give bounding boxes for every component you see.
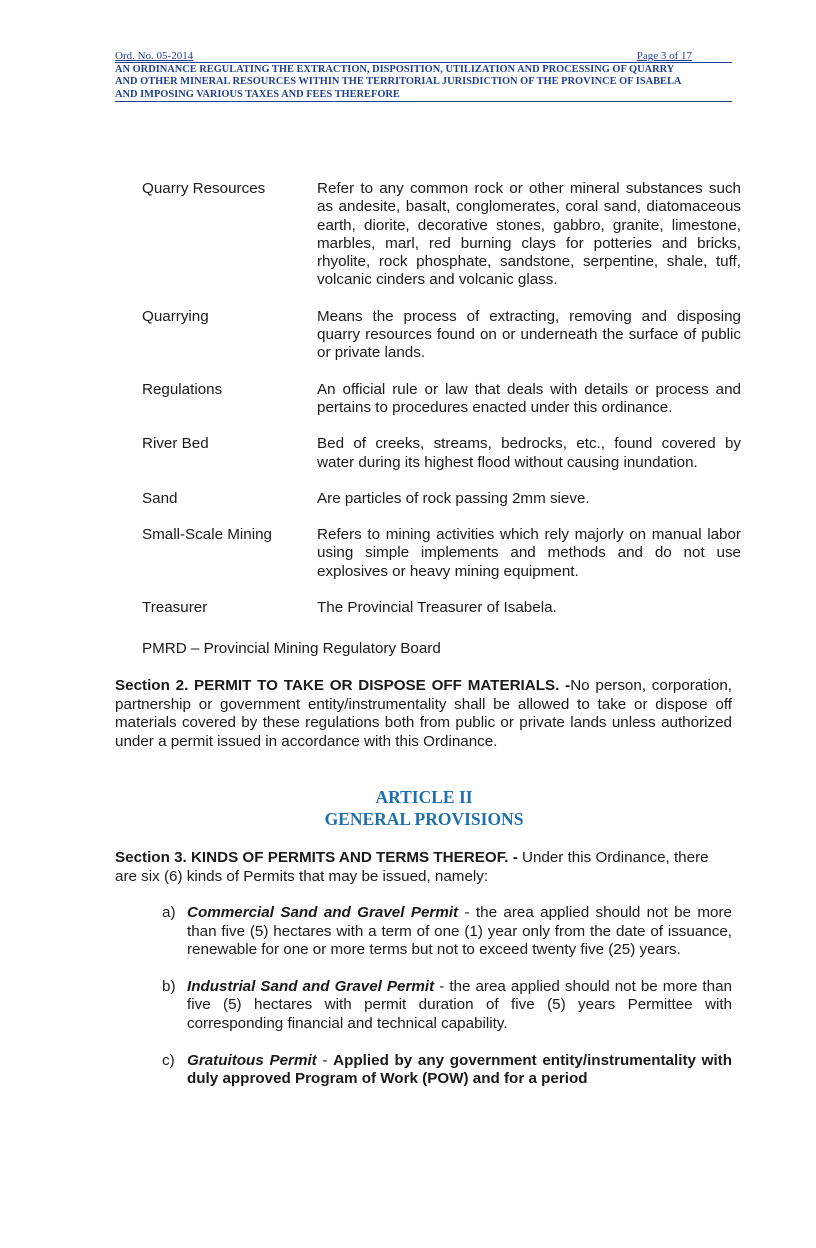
permits-list <box>162 904 732 1107</box>
list-item <box>162 978 732 1034</box>
list-marker: b) <box>162 977 176 995</box>
permit-description: - the area applied should not be more than five (5) hectares with a term of one (1) year only from the date of issuance, renewable for one or more terms but not to exceed twenty five (25) years. <box>187 904 732 959</box>
definition-row <box>142 381 742 418</box>
permit-description: - the area applied should not be more than five (5) hectares with permit duration of five (5) years Permittee with corresponding financial and technical capability. <box>187 977 732 1032</box>
permit-name: Commercial Sand and Gravel Permit <box>187 904 459 921</box>
definition-term: Quarry Resources <box>142 180 266 197</box>
definition-text: Means the process of extracting, removing and disposing quarry resources found on or underneath the surface of public or private lands. <box>317 307 741 362</box>
definition-text: An official rule or law that deals with details or process and pertains to procedures enacted under this ordinance. <box>317 380 741 416</box>
definition-term: Treasurer <box>142 599 208 617</box>
permit-description: - <box>316 1051 334 1069</box>
section-3-body: Under this Ordinance, there are six (6) kinds of Permits that may be issued, namely: <box>115 849 709 885</box>
list-item-text <box>187 978 732 1034</box>
section-2-paragraph <box>115 677 732 751</box>
definitions-list <box>142 180 742 635</box>
definition-term: Small-Scale Mining <box>142 526 272 544</box>
definition-row <box>142 435 742 472</box>
definition-text: Refer to any common rock or other mineral substances such as andesite, basalt, conglomerates, coral sand, diatomaceous earth, diorite, decorative stones, gabbro, granite, limestone, marbles, marl, red burning clays for potteries and bricks, rhyolite, rock phosphate, sandstone, serpentine, shale, tuff, volcanic cinders and volcanic glass. <box>317 180 741 289</box>
list-item <box>162 904 732 960</box>
section-3-heading: Section 3. KINDS OF PERMITS AND TERMS THEREOF. - <box>115 849 518 866</box>
definition-row <box>142 308 742 363</box>
definition-text: Bed of creeks, streams, bedrocks, etc., found covered by water during its highest flood without causing inundation. <box>317 435 741 471</box>
page-header <box>115 50 732 102</box>
article-number: ARTICLE II <box>375 787 473 807</box>
list-marker: a) <box>162 904 176 921</box>
list-item-text <box>187 904 732 960</box>
pmrd-definition: PMRD – Provincial Mining Regulatory Board <box>142 640 441 657</box>
definition-row <box>142 599 742 617</box>
list-item-text <box>187 1052 732 1089</box>
header-title-line-3: AND IMPOSING VARIOUS TAXES AND FEES THEREFORE <box>115 89 732 102</box>
section-3-paragraph <box>115 849 732 886</box>
header-title <box>115 63 732 102</box>
section-2-heading: Section 2. PERMIT TO TAKE OR DISPOSE OFF MATERIALS. - <box>115 677 571 694</box>
definition-text: The Provincial Treasurer of Isabela. <box>317 599 557 617</box>
definition-term: Quarrying <box>142 307 209 325</box>
definition-text: Refers to mining activities which rely majorly on manual labor using simple implements and methods and do not use explosives or heavy mining equipment. <box>317 526 741 580</box>
definition-text: Are particles of rock passing 2mm sieve. <box>317 489 590 507</box>
section-2-body: No person, corporation, partnership or government entity/instrumentality shall be allowed to take or dispose off materials covered by these regulations both from public or private lands unless authorized under a permit issued in accordance with this Ordinance. <box>115 677 733 750</box>
definition-term: Sand <box>142 489 178 507</box>
article-title: GENERAL PROVISIONS <box>324 809 524 829</box>
definition-term: Regulations <box>142 380 223 398</box>
definition-row <box>142 526 742 581</box>
permit-name: Industrial Sand and Gravel Permit <box>187 977 435 995</box>
header-top-row <box>115 50 732 63</box>
ordinance-number: Ord. No. 05-2014 <box>115 50 194 62</box>
permit-bold-description: Applied by any government entity/instrumentality with duly approved Program of Work (POW) and for a period <box>187 1051 732 1088</box>
permit-name: Gratuitous Permit <box>187 1051 317 1069</box>
definition-row <box>142 490 742 508</box>
definition-row <box>142 180 742 290</box>
header-title-line-1: AN ORDINANCE REGULATING THE EXTRACTION, DISPOSITION, UTILIZATION AND PROCESSING OF QUARRY <box>115 64 675 75</box>
header-title-line-2: AND OTHER MINERAL RESOURCES WITHIN THE TERRITORIAL JURISDICTION OF THE PROVINCE OF ISABELA <box>115 76 682 88</box>
list-marker: c) <box>162 1051 175 1069</box>
page-number: Page 3 of 17 <box>636 50 692 62</box>
list-item <box>162 1052 732 1089</box>
definition-term: River Bed <box>142 435 209 453</box>
